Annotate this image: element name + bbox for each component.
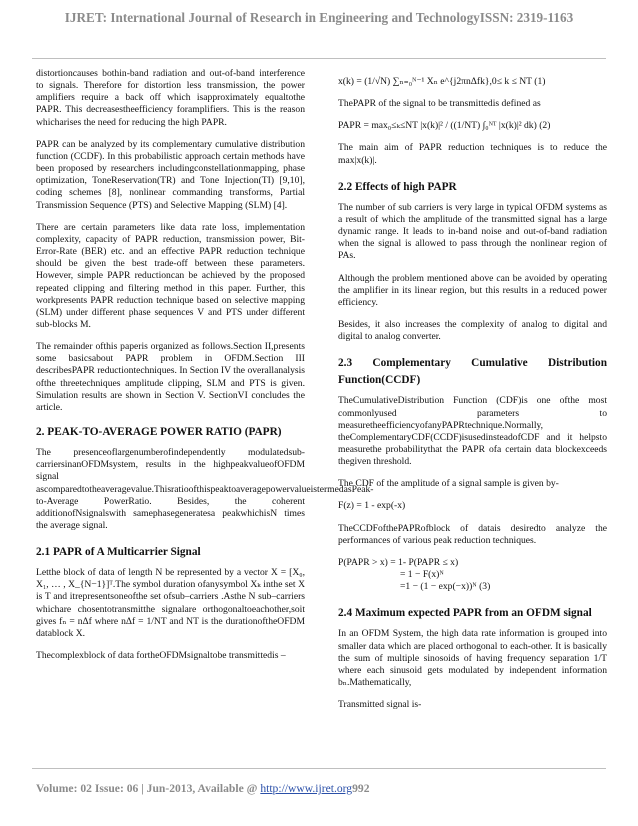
paragraph: Thecomplexblock of data fortheOFDMsignaltobe transmittedis –	[36, 650, 286, 662]
paragraph: The main aim of PAPR reduction techniques is to reduce the max|x(k)|.	[338, 142, 607, 166]
equation: x(k) = (1/√N) ∑ₙ₌₀ᴺ⁻¹ Xₙ e^{j2πnΔfk},0≤ k ≤ NT (1)	[338, 76, 546, 87]
equation: P(PAPR > x) = 1- P(PAPR ≤ x)	[338, 556, 459, 568]
right-column	[338, 68, 607, 721]
paragraph: There are certain parameters like data rate loss, implementation complexity, capacity of PAPR reduction, transmission power, Bit-Error-Rate (BER) etc. and an effective PAPR reduction technique should be given the best trade-off between these parameters. However, simple PAPR reductioncan be achieved by the proposed repeated clipping and filtering method in this paper. Further, this workpresents PAPR reduction technique based on selective mapping (SLM) under different phase sequences V and PTS under different sub-blocks M.	[36, 221, 305, 330]
section-heading: 2. PEAK-TO-AVERAGE POWER RATIO (PAPR)	[36, 426, 282, 439]
paragraph: distortioncauses bothin-band radiation and out-of-band interference to signals. Therefore for distortion less transmission, the power amplifiers require a back off which isapproximately equaltothe PAPR. This decreasestheefficiency foramplifiers. This is the reason whicharises the need for reducing the high PAPR.	[36, 68, 305, 128]
paragraph: The presenceoflargenumberofindependently modulatedsub-carriersinanOFDMsystem, results in the highpeakvalueofOFDM signal ascomparedtotheaveragevalue.ThisratioofthispeaktoaveragepowervalueistermedasPeak-to-Average PowerRatio. Besides, the coherent additionofNsignalswith samephasegeneratesa peakwhichisN times the average signal.	[36, 447, 374, 531]
paragraph: TheCumulativeDistribution Function (CDF)is one ofthe most commonlyused parameters to measuretheefficiencyofanyPAPRtechnique.Normally, theComplementaryCDF(CCDF)isusedinsteadofCDF and it helpsto measurethe probabilitythat the PAPR ofa certain data blockexceeds thegiven threshold.	[338, 395, 607, 468]
section-heading: 2.4 Maximum expected PAPR from an OFDM signal	[338, 607, 592, 620]
page-number: 992	[352, 782, 370, 795]
paragraph: Although the problem mentioned above can be avoided by operating the amplifier in its linear region, but this results in a reduced power efficiency.	[338, 272, 607, 308]
equation: PAPR = max₀≤ₖ≤NT |x(k)|² / ((1/NT) ∫₀ᴺᵀ |x(k)|² dk) (2)	[338, 120, 551, 132]
section-heading: 2.1 PAPR of A Multicarrier Signal	[36, 546, 201, 559]
paragraph: The remainder ofthis paperis organized as follows.Section II,presents some basicsabout PAPR problem in OFDM.Section III describesPAPR reductiontechniques. In Section IV the overallanalysis ofthe threetechniques amplitude clipping, SLM and PTS is given. Simulation results are shown in Section V. SectionVI concludes the article.	[36, 341, 305, 413]
paragraph: PAPR can be analyzed by its complementary cumulative distribution function (CCDF). In this probabilistic approach certain methods have been proposed by researchers includingconstellationmapping, phase optimization, ToneReservation(TR) and Tone Injection(TI) [9,10], coding schemes [8], nonlinear commanding transforms, Partial Transmission Sequence (PTS) and Selective Mapping (SLM) [4].	[36, 138, 305, 211]
paragraph: The CDF of the amplitude of a signal sample is given by-	[338, 478, 559, 490]
equation: = 1 − F(x)ᴺ	[400, 569, 444, 581]
equation: F(z) = 1 - exp(-x)	[338, 500, 406, 512]
paragraph: TheCCDFofthePAPRofblock of datais desiredto analyze the performances of various peak reduction techniques.	[338, 522, 607, 546]
page-footer	[36, 782, 369, 795]
section-heading-continued: Function(CCDF)	[338, 374, 421, 387]
equation: =1 − (1 − exp(−x))ᴺ (3)	[400, 581, 491, 593]
section-heading: 2.2 Effects of high PAPR	[338, 180, 457, 193]
paragraph: Transmitted signal is-	[338, 699, 422, 711]
journal-header: IJRET: International Journal of Research in Engineering and TechnologyISSN: 2319-1163	[64, 10, 574, 25]
paragraph: Besides, it also increases the complexity of analog to digital and digital to analog converter.	[338, 319, 607, 343]
header-rule	[32, 58, 606, 59]
footer-rule	[32, 768, 606, 769]
footer-text: Volume: 02 Issue: 06 | Jun-2013, Available @	[36, 782, 261, 795]
paragraph: ThePAPR of the signal to be transmittedis defined as	[338, 98, 541, 110]
paragraph: Letthe block of data of length N be represented by a vector X = [X₀, X₁, … , X_{N−1}]ᵀ.The symbol duration ofanysymbol Xₖ inthe set X is T and itrepresentsoneofthe set ofsub–carriers .Asthe N sub–carriers whichare chosentotransmitthe signalare orthogonaltoeachother,soit gives fₙ = nΔf where nΔf = 1/NT and NT is the durationoftheOFDM datablock X.	[36, 567, 305, 639]
journal-link[interactable]: http://www.ijret.org	[260, 782, 353, 795]
section-heading: 2.3 Complementary Cumulative Distribution	[338, 357, 607, 370]
paragraph: In an OFDM System, the high data rate information is grouped into smaller data which are placed orthogonal to each-other. It is basically the sum of multiple sinosoids of having frequency separation 1/T where each sinusoid gets modulated by independent information bₙ.Mathematically,	[338, 628, 607, 688]
paragraph: The number of sub carriers is very large in typical OFDM systems as a result of which the amplitude of the transmitted signal has a large dynamic range. It leads to in-band noise and out-of-band radiation when the signal is allowed to pass through the nonlinear region of PAs.	[338, 201, 607, 262]
